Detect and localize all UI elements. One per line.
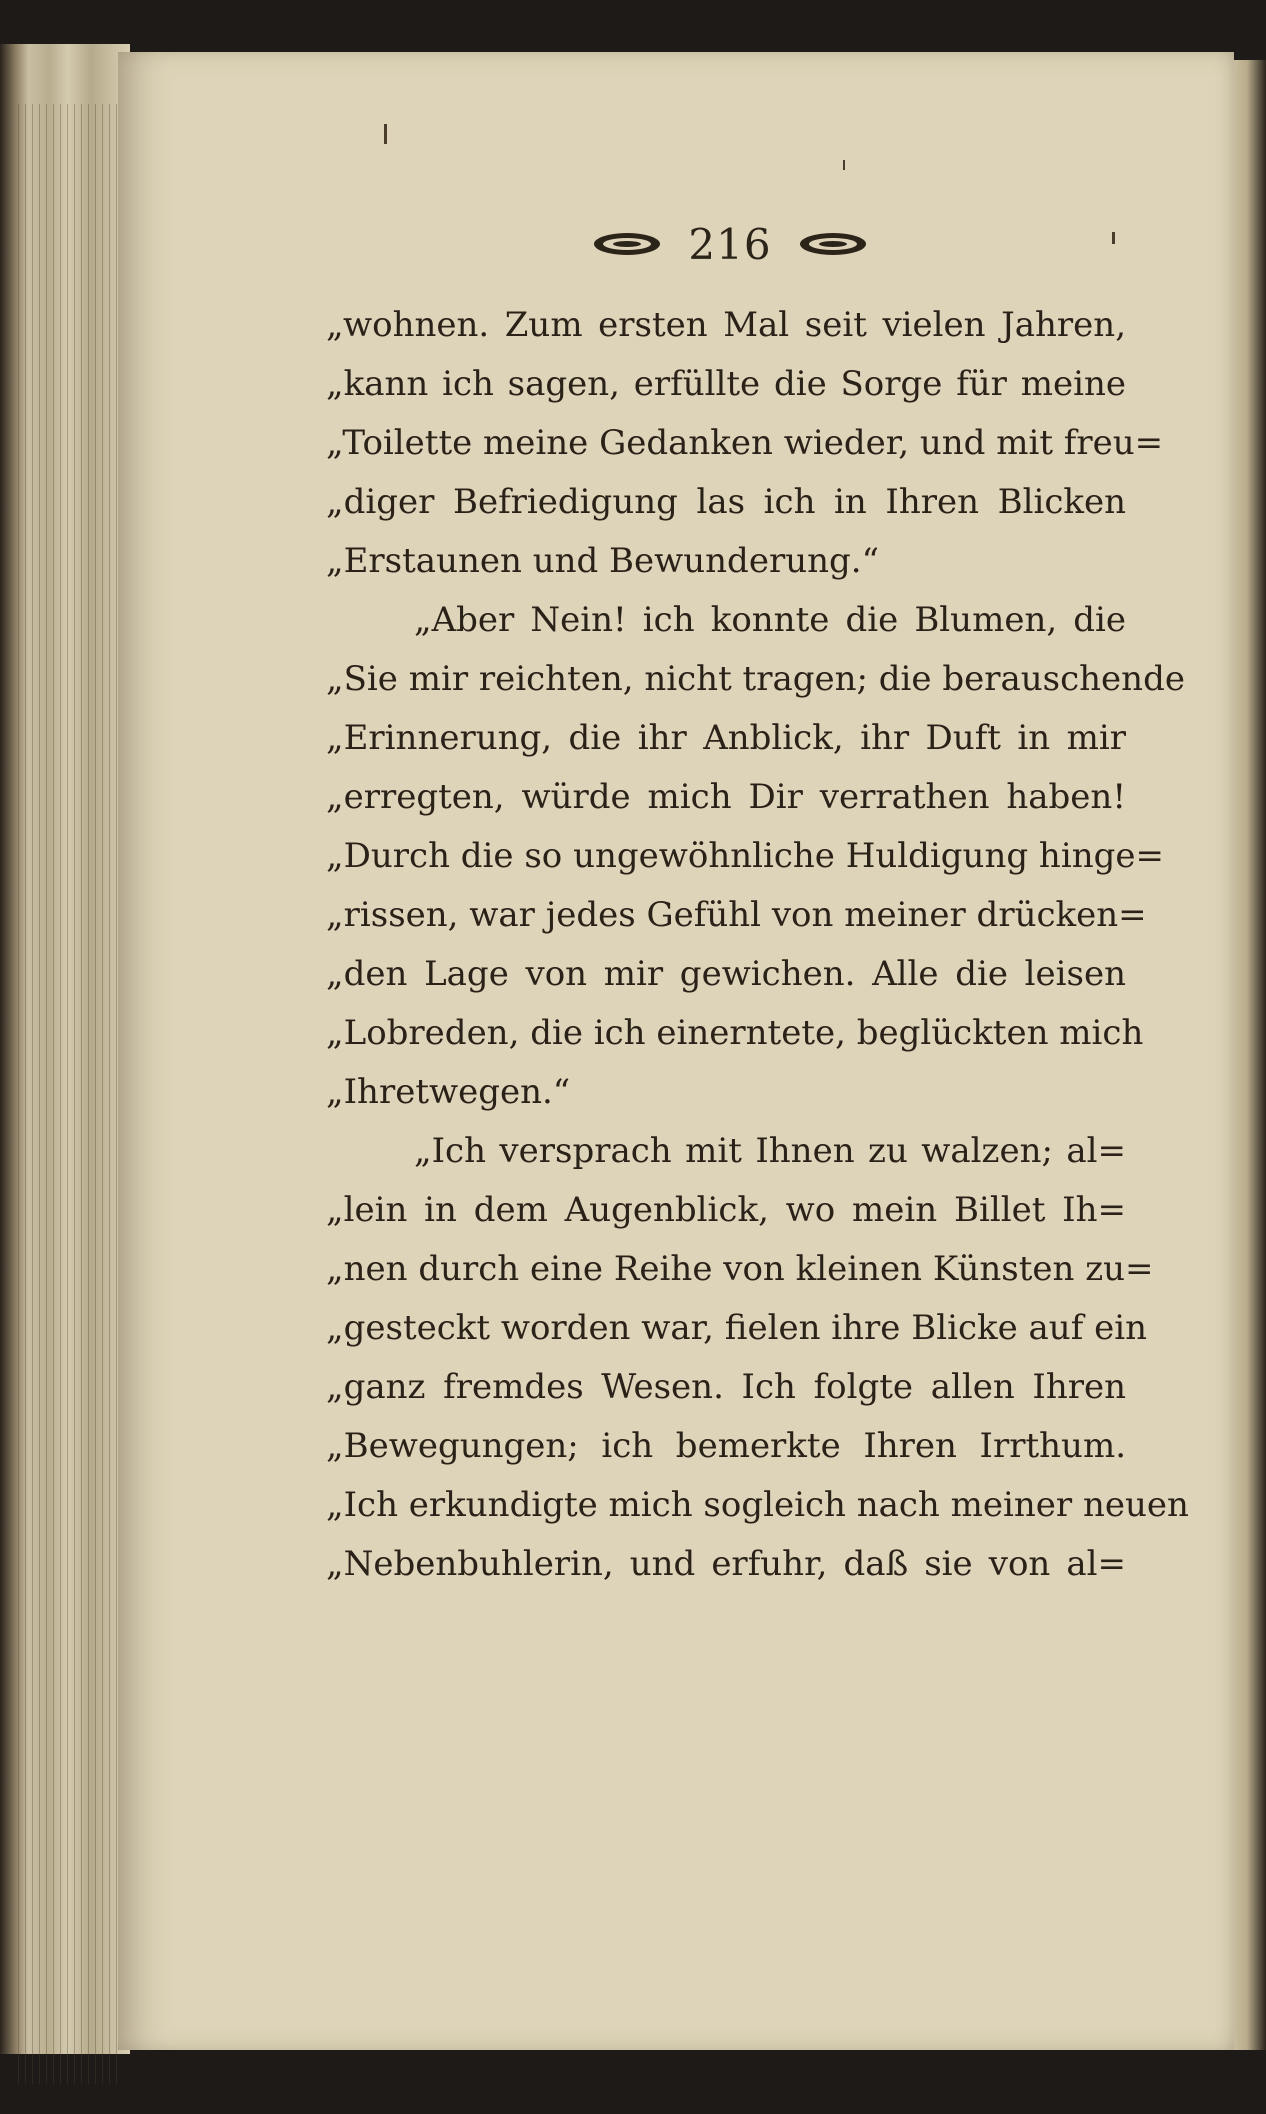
text-line: „Erstaunen und Bewunderung.“ [326,541,879,581]
stray-ink-mark [843,160,845,170]
page-header [570,214,890,274]
text-line: „nen durch eine Reihe von kleinen Künsten zu= [326,1249,1154,1289]
text-line: „Bewegungen; ich bemerkte Ihren Irrthum. [326,1426,1126,1466]
text-line: „Ihretwegen.“ [326,1072,571,1112]
text-line: „erregten, würde mich Dir verrathen haben! [326,777,1126,817]
text-line: „Ich versprach mit Ihnen zu walzen; al= [414,1131,1126,1171]
left-ornament-icon [592,231,662,257]
text-line: „kann ich sagen, erfüllte die Sorge für meine [326,364,1126,404]
right-ornament-icon [798,231,868,257]
text-line: „diger Befriedigung las ich in Ihren Blicken [326,482,1126,522]
text-line: „Erinnerung, die ihr Anblick, ihr Duft in mir [326,718,1126,758]
page-number: 216 [688,219,772,269]
text-line: „Ich erkundigte mich sogleich nach meiner neuen [326,1485,1189,1525]
text-line: „ganz fremdes Wesen. Ich folgte allen Ihren [326,1367,1126,1407]
text-line: „Sie mir reichten, nicht tragen; die berauschende [326,659,1185,699]
text-line: „lein in dem Augenblick, wo mein Billet Ih= [326,1190,1126,1230]
body-text [326,296,1189,1594]
text-line: „gesteckt worden war, fielen ihre Blicke auf ein [326,1308,1147,1348]
page-edge-lines [18,104,118,2084]
text-line: „Toilette meine Gedanken wieder, und mit freu= [326,423,1164,463]
text-line: „den Lage von mir gewichen. Alle die leisen [326,954,1126,994]
text-line: „Lobreden, die ich einerntete, beglückten mich [326,1013,1144,1053]
text-line: „Durch die so ungewöhnliche Huldigung hinge= [326,836,1164,876]
stray-ink-mark [1112,232,1115,244]
text-line: „Nebenbuhlerin, und erfuhr, daß sie von al= [326,1544,1126,1584]
stray-ink-mark [384,124,387,144]
text-line: „rissen, war jedes Gefühl von meiner drücken= [326,895,1147,935]
text-line: „Aber Nein! ich konnte die Blumen, die [414,600,1126,640]
text-line: „wohnen. Zum ersten Mal seit vielen Jahren, [326,305,1126,345]
book-page-edges [0,44,130,2054]
